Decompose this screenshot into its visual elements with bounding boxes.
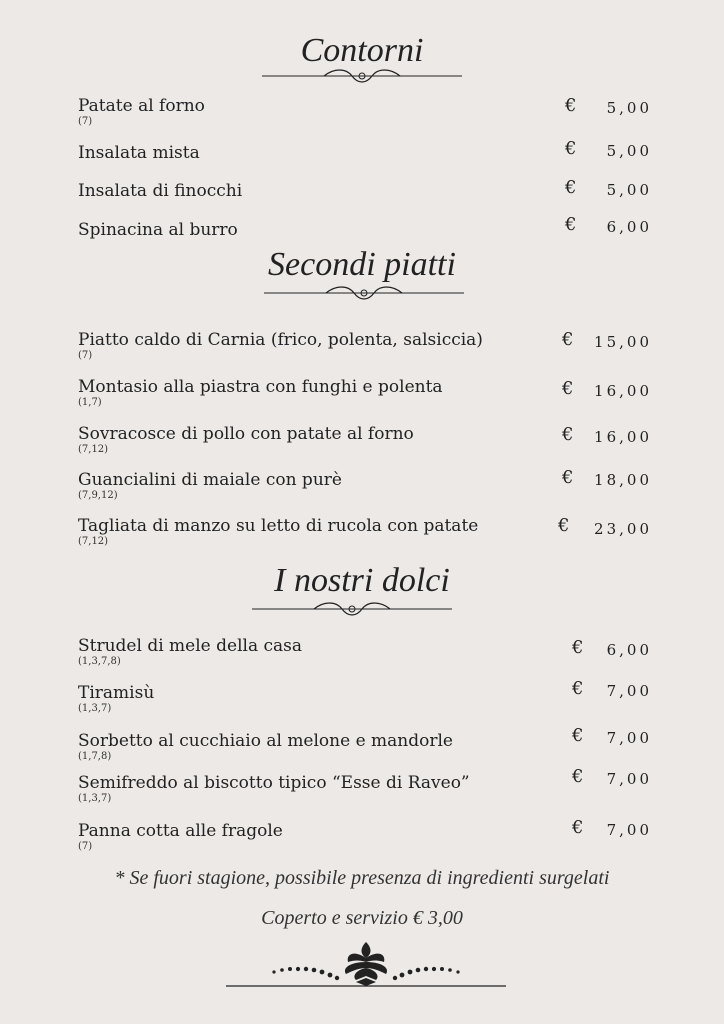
- item-price: 6,00: [606, 641, 652, 659]
- section-title-contorni: Contorni: [300, 32, 424, 69]
- euro-sign: €: [558, 515, 570, 536]
- euro-sign: €: [572, 766, 584, 787]
- bottom-ornament: [226, 940, 506, 992]
- item-allergens: (1,3,7): [78, 793, 112, 804]
- item-allergens: (7,9,12): [78, 490, 118, 501]
- ornament-divider: [262, 68, 462, 84]
- euro-sign: €: [572, 678, 584, 699]
- ornament-divider: [264, 285, 464, 301]
- item-price: 16,00: [594, 382, 652, 400]
- item-price: 7,00: [606, 770, 652, 788]
- item-allergens: (1,7,8): [78, 751, 112, 762]
- item-name: Spinacina al burro: [78, 220, 238, 240]
- menu-item: [78, 683, 548, 714]
- euro-sign: €: [565, 138, 577, 159]
- item-name: Panna cotta alle fragole: [78, 821, 283, 841]
- item-price: 23,00: [594, 520, 652, 538]
- menu-item: [78, 773, 548, 804]
- menu-item: [78, 821, 548, 852]
- euro-sign: €: [565, 214, 577, 235]
- item-price: 6,00: [606, 218, 652, 236]
- item-price: 5,00: [606, 181, 652, 199]
- euro-sign: €: [562, 467, 574, 488]
- cover-charge: Coperto e servizio € 3,00: [261, 907, 463, 929]
- item-allergens: (1,7): [78, 397, 102, 408]
- menu-item: [78, 731, 548, 762]
- item-name: Guancialini di maiale con purè: [78, 470, 342, 490]
- item-name: Strudel di mele della casa: [78, 636, 303, 656]
- item-name: Semifreddo al biscotto tipico “Esse di Raveo”: [78, 773, 470, 793]
- item-allergens: (7,12): [78, 444, 109, 455]
- menu-item: [78, 636, 548, 667]
- item-price: 5,00: [606, 99, 652, 117]
- menu-item: [78, 330, 548, 361]
- menu-item: [78, 516, 548, 547]
- menu-item: [78, 377, 548, 408]
- euro-sign: €: [565, 95, 577, 116]
- item-name: Tagliata di manzo su letto di rucola con patate: [78, 516, 479, 536]
- item-price: 18,00: [594, 471, 652, 489]
- euro-sign: €: [565, 177, 577, 198]
- item-name: Sovracosce di pollo con patate al forno: [78, 424, 414, 444]
- item-price: 16,00: [594, 428, 652, 446]
- item-allergens: (7): [78, 116, 93, 127]
- euro-sign: €: [562, 378, 574, 399]
- item-name: Tiramisù: [78, 683, 155, 703]
- euro-sign: €: [572, 725, 584, 746]
- euro-sign: €: [562, 329, 574, 350]
- item-allergens: (7,12): [78, 536, 109, 547]
- seasonal-note: * Se fuori stagione, possibile presenza di ingredienti surgelati: [114, 867, 610, 889]
- item-name: Insalata di finocchi: [78, 181, 243, 201]
- item-name: Insalata mista: [78, 143, 200, 163]
- item-name: Patate al forno: [78, 96, 205, 116]
- menu-item: [78, 143, 548, 163]
- item-price: 15,00: [594, 333, 652, 351]
- section-title-secondi: Secondi piatti: [268, 246, 456, 283]
- item-price: 5,00: [606, 142, 652, 160]
- ornament-divider: [252, 601, 452, 617]
- item-allergens: (7): [78, 841, 93, 852]
- item-price: 7,00: [606, 729, 652, 747]
- item-allergens: (7): [78, 350, 93, 361]
- menu-item: [78, 220, 548, 240]
- item-name: Montasio alla piastra con funghi e polenta: [78, 377, 443, 397]
- menu-item: [78, 96, 548, 127]
- item-name: Piatto caldo di Carnia (frico, polenta, salsiccia): [78, 330, 483, 350]
- section-title-dolci: I nostri dolci: [274, 562, 450, 599]
- item-name: Sorbetto al cucchiaio al melone e mandorle: [78, 731, 453, 751]
- item-price: 7,00: [606, 821, 652, 839]
- item-allergens: (1,3,7): [78, 703, 112, 714]
- euro-sign: €: [562, 424, 574, 445]
- euro-sign: €: [572, 637, 584, 658]
- item-allergens: (1,3,7,8): [78, 656, 121, 667]
- menu-item: [78, 181, 548, 201]
- menu-item: [78, 424, 548, 455]
- item-price: 7,00: [606, 682, 652, 700]
- euro-sign: €: [572, 817, 584, 838]
- menu-item: [78, 470, 548, 501]
